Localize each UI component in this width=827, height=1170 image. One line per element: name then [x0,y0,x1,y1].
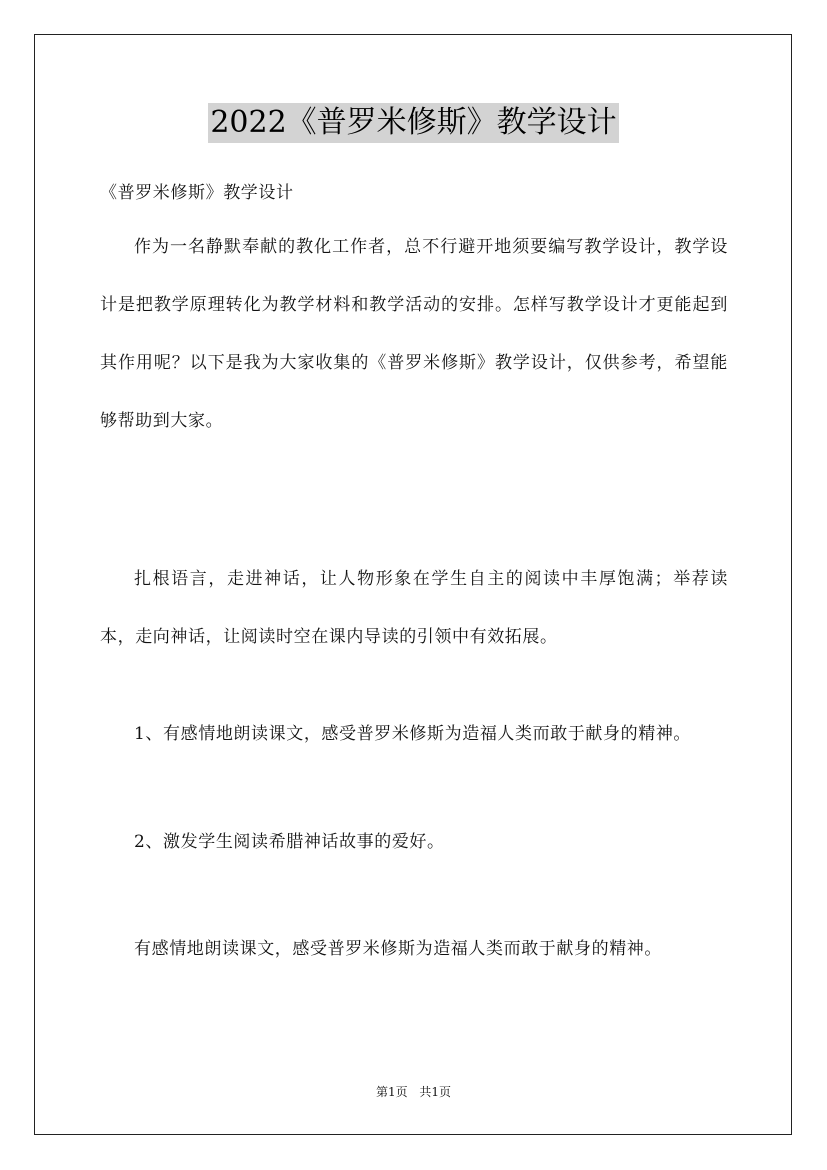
page-number-total: 共1页 [419,1085,452,1099]
page-number-current: 第1页 [375,1085,408,1099]
paragraph-intro: 作为一名静默奉献的教化工作者，总不行避开地须要编写教学设计，教学设计是把教学原理转化为教学材料和教学活动的安排。怎样写教学设计才更能起到其作用呢？以下是我为大家收集的《普罗米修斯》教学设计，仅供参考，希望能够帮助到大家。 [100,237,728,431]
page-footer [0,1084,827,1100]
paragraph-objective-1: 1、有感情地朗读课文，感受普罗米修斯为造福人类而敢于献身的精神。 [134,724,692,744]
paragraph-focus: 有感情地朗读课文，感受普罗米修斯为造福人类而敢于献身的精神。 [134,939,662,959]
paragraph-objective-2: 2、激发学生阅读希腊神话故事的爱好。 [134,832,445,852]
document-title: 2022《普罗米修斯》教学设计 [208,103,618,143]
title-container [0,103,827,143]
document-subtitle: 《普罗米修斯》教学设计 [100,183,294,203]
paragraph-goal: 扎根语言，走进神话，让人物形象在学生自主的阅读中丰厚饱满；举荐读本，走向神话，让阅读时空在课内导读的引领中有效拓展。 [100,569,728,647]
